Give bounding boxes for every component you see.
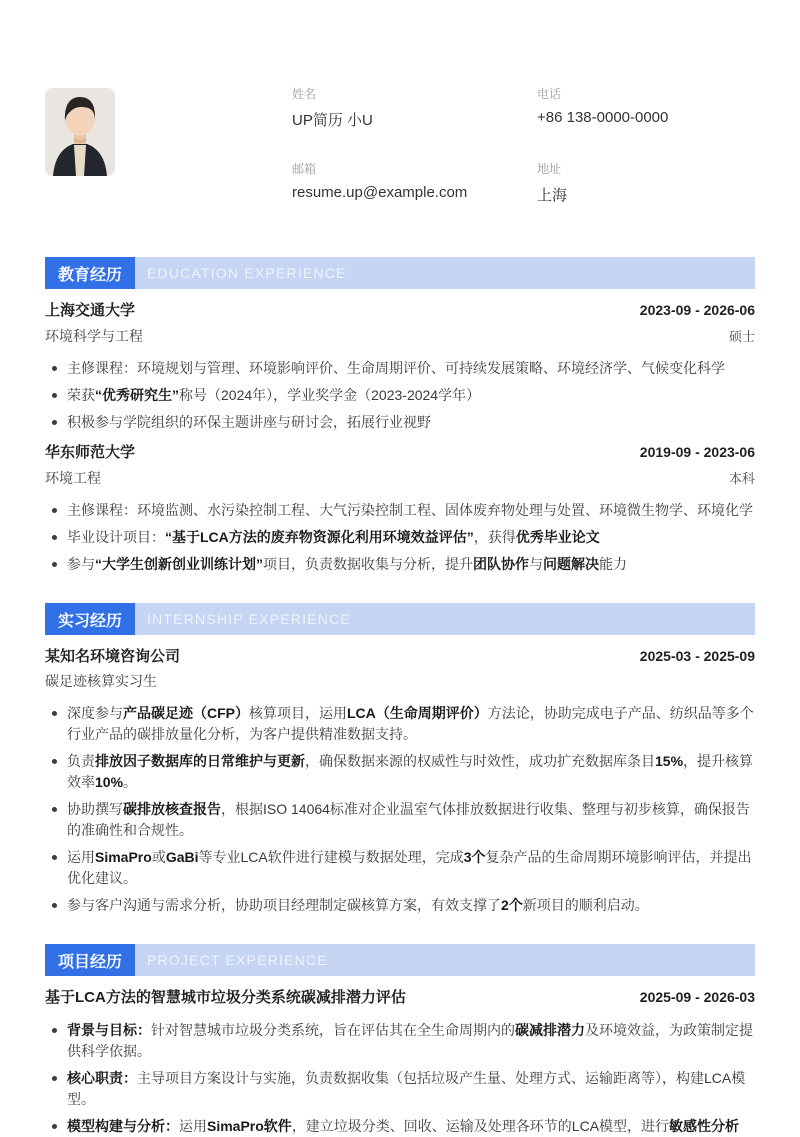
contact-value-email: resume.up@example.com xyxy=(292,184,468,201)
bullet-list xyxy=(45,1020,755,1137)
entry xyxy=(45,988,755,1137)
bullet-text-segment: 协助撰写 xyxy=(67,801,123,817)
bullet-text-segment: 称号（2024年），学业奖学金（2023-2024学年） xyxy=(179,387,481,403)
bullet-text-segment: 10% xyxy=(95,774,124,790)
entry-subtitle: 碳足迹核算实习生 xyxy=(45,673,157,689)
contact-grid xyxy=(292,85,755,205)
bullet-item xyxy=(45,847,755,889)
bullet-text-segment: “优秀研究生” xyxy=(95,387,179,403)
entry-header-row xyxy=(45,443,755,463)
profile-photo xyxy=(45,88,115,176)
entry-header-row xyxy=(45,301,755,321)
bullet-text-segment: 复杂产品的生命周期环境影响评估，并提出优化建议。 xyxy=(67,849,752,886)
bullet-text-segment: “基于LCA方法的废弃物资源化利用环境效益评估” xyxy=(165,529,474,545)
bullet-item xyxy=(45,1116,755,1137)
entry-title: 华东师范大学 xyxy=(45,444,136,461)
bullet-text-segment: ，根据ISO 14064标准对企业温室气体排放数据进行收集、整理与初步核算，确保报告的准确性和合规性。 xyxy=(67,801,750,838)
entry xyxy=(45,301,755,433)
contact-label-email: 邮箱 xyxy=(292,162,317,176)
contact-value-address: 上海 xyxy=(537,187,568,204)
entry-title: 某知名环境咨询公司 xyxy=(45,648,181,665)
person-avatar-graphic xyxy=(45,88,115,176)
contact-field-email xyxy=(292,160,537,205)
bullet-text-segment: 运用 xyxy=(67,849,95,865)
bullet-item xyxy=(45,895,755,916)
section-title-en: PROJECT EXPERIENCE xyxy=(135,944,755,976)
bullet-text-segment: 参与客户沟通与需求分析，协助项目经理制定碳核算方案，有效支撑了 xyxy=(67,897,501,913)
bullet-text-segment: 核心职责： xyxy=(67,1070,137,1086)
bullet-text-segment: 或 xyxy=(151,849,166,865)
bullet-item xyxy=(45,527,755,548)
section-title-en: EDUCATION EXPERIENCE xyxy=(135,257,755,289)
bullet-text-segment: 等专业LCA软件进行建模与数据处理，完成 xyxy=(198,849,464,865)
bullet-text-segment: 主导项目方案设计与实施，负责数据收集（包括垃圾产生量、处理方式、运输距离等），构建LCA模型。 xyxy=(67,1070,746,1107)
bullet-item xyxy=(45,1068,755,1110)
bullet-text-segment: 问题解决 xyxy=(543,556,599,572)
bullet-text-segment: 深度参与 xyxy=(67,705,123,721)
bullet-text-segment: 碳减排潜力 xyxy=(515,1022,585,1038)
bullet-text-segment: 。 xyxy=(123,774,138,790)
bullet-text-segment: 与 xyxy=(529,556,543,572)
contact-field-address xyxy=(537,160,755,205)
contact-field-name xyxy=(292,85,537,130)
bullet-text-segment: 3个 xyxy=(463,849,486,865)
contact-value-name: UP简历 小U xyxy=(292,112,373,129)
entry-subtitle: 环境工程 xyxy=(45,470,101,486)
bullet-item xyxy=(45,554,755,575)
entry-date: 2025-03 - 2025-09 xyxy=(639,648,755,664)
bullet-text-segment: 针对智慧城市垃圾分类系统，旨在评估其在全生命周期内的 xyxy=(151,1022,515,1038)
entry-subtitle: 环境科学与工程 xyxy=(45,328,143,344)
contact-label-phone: 电话 xyxy=(537,87,562,101)
contact-value-phone: +86 138-0000-0000 xyxy=(537,109,669,126)
section-internship xyxy=(45,603,755,916)
bullet-text-segment: 产品碳足迹（CFP） xyxy=(123,705,249,721)
bullet-text-segment: 能力 xyxy=(599,556,627,572)
bullet-text-segment: 15% xyxy=(655,753,684,769)
section-header-bar xyxy=(45,603,755,635)
entry-date: 2019-09 - 2023-06 xyxy=(639,444,755,460)
entry-date: 2025-09 - 2026-03 xyxy=(639,989,755,1005)
bullet-text-segment: 模型构建与分析： xyxy=(67,1118,179,1134)
bullet-text-segment: 优秀毕业论文 xyxy=(515,529,600,545)
bullet-item xyxy=(45,412,755,433)
bullet-list xyxy=(45,703,755,916)
bullet-list xyxy=(45,358,755,433)
entry-degree: 本科 xyxy=(728,471,755,486)
section-title-cn: 实习经历 xyxy=(45,603,135,635)
bullet-text-segment: 参与 xyxy=(67,556,95,572)
section-header-bar xyxy=(45,257,755,289)
bullet-text-segment: 毕业设计项目： xyxy=(67,529,165,545)
section-title-cn: 教育经历 xyxy=(45,257,135,289)
bullet-item xyxy=(45,703,755,745)
entry-degree: 硕士 xyxy=(728,329,755,344)
bullet-text-segment: 背景与目标： xyxy=(67,1022,151,1038)
bullet-text-segment: ，确保数据来源的权威性与时效性，成功扩充数据库条目 xyxy=(305,753,655,769)
section-title-cn: 项目经历 xyxy=(45,944,135,976)
contact-label-address: 地址 xyxy=(537,162,562,176)
bullet-item xyxy=(45,1020,755,1062)
entry-date: 2023-09 - 2026-06 xyxy=(639,302,755,318)
entry xyxy=(45,647,755,916)
bullet-text-segment: 及环境效益，为政策制定提供科学依据。 xyxy=(67,1022,753,1059)
contact-field-phone xyxy=(537,85,755,130)
bullet-text-segment: 负责 xyxy=(67,753,95,769)
bullet-text-segment: 主修课程：环境规划与管理、环境影响评价、生命周期评价、可持续发展策略、环境经济学、气候变化科学 xyxy=(67,360,725,376)
bullet-text-segment: GaBi xyxy=(165,849,199,865)
section-header-bar xyxy=(45,944,755,976)
bullet-text-segment: SimaPro软件 xyxy=(207,1118,292,1134)
bullet-list xyxy=(45,500,755,575)
bullet-text-segment: 新项目的顺利启动。 xyxy=(522,897,649,913)
contact-label-name: 姓名 xyxy=(292,87,317,101)
bullet-text-segment: 排放因子数据库的日常维护与更新 xyxy=(95,753,305,769)
bullet-text-segment: 主修课程：环境监测、水污染控制工程、大气污染控制工程、固体废弃物处理与处置、环境微生物学、环境化学 xyxy=(67,502,753,518)
bullet-text-segment: SimaPro xyxy=(95,849,152,865)
entry-title: 上海交通大学 xyxy=(45,302,136,319)
entry xyxy=(45,443,755,575)
entry-header-row xyxy=(45,988,755,1008)
bullet-text-segment: 2个 xyxy=(501,897,523,913)
bullet-item xyxy=(45,751,755,793)
bullet-text-segment: 积极参与学院组织的环保主题讲座与研讨会，拓展行业视野 xyxy=(67,414,431,430)
entry-title: 基于LCA方法的智慧城市垃圾分类系统碳减排潜力评估 xyxy=(45,989,406,1006)
bullet-item xyxy=(45,385,755,406)
bullet-text-segment: 项目，负责数据收集与分析，提升 xyxy=(263,556,473,572)
bullet-text-segment: 碳排放核查报告 xyxy=(123,801,221,817)
entry-subheader-row xyxy=(45,672,755,691)
bullet-text-segment: ，建立垃圾分类、回收、运输及处理各环节的LCA模型，进行 xyxy=(291,1118,670,1134)
bullet-text-segment: “大学生创新创业训练计划” xyxy=(95,556,263,572)
section-project xyxy=(45,944,755,1137)
bullet-text-segment: ，提升核算效率 xyxy=(67,753,754,790)
bullet-text-segment: 荣获 xyxy=(67,387,95,403)
bullet-text-segment: ，获得 xyxy=(473,529,516,545)
entry-header-row xyxy=(45,647,755,667)
sections-container xyxy=(45,257,755,1137)
section-education xyxy=(45,257,755,575)
bullet-text-segment: LCA（生命周期评价） xyxy=(347,705,488,721)
section-title-en: INTERNSHIP EXPERIENCE xyxy=(135,603,755,635)
bullet-text-segment: 团队协作 xyxy=(473,556,529,572)
entry-subheader-row xyxy=(45,326,755,346)
bullet-text-segment: 核算项目，运用 xyxy=(249,705,347,721)
bullet-text-segment: 敏感性分析 xyxy=(669,1118,740,1134)
resume-header xyxy=(45,88,755,205)
bullet-item xyxy=(45,799,755,841)
bullet-text-segment: 运用 xyxy=(179,1118,207,1134)
bullet-item xyxy=(45,358,755,379)
bullet-item xyxy=(45,500,755,521)
entry-subheader-row xyxy=(45,468,755,488)
bullet-text-segment: 方法论，协助完成电子产品、纺织品等多个行业产品的碳排放量化分析，为客户提供精准数据支持。 xyxy=(67,705,754,742)
